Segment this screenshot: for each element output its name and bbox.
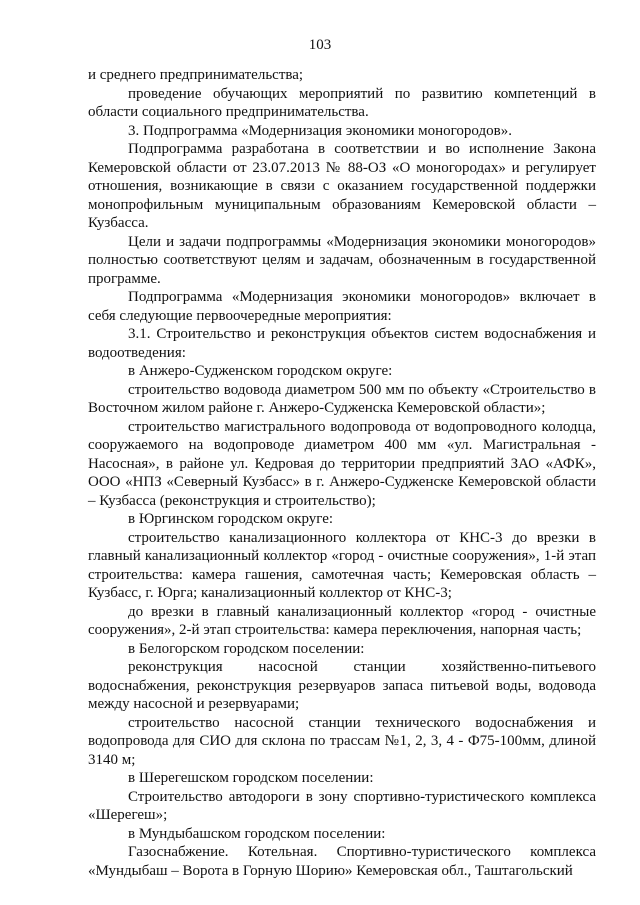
paragraph: Подпрограмма «Модернизация экономики моногородов» включает в себя следующие первоочередные мероприятия: xyxy=(88,289,596,324)
paragraph: Цели и задачи подпрограммы «Модернизация экономики моногородов» полностью соответствуют целям и задачам, обозначенным в государственной программе. xyxy=(88,233,596,287)
paragraph: в Шерегешском городском поселении: xyxy=(128,770,374,786)
paragraph: строительство магистрального водопровода от водопроводного колодца, сооружаемого на водопроводе диаметром 400 мм «ул. Магистральная - Насосная», в районе ул. Кедровая до территории предприятий ЗАО «АФК», ООО «НПЗ «Северный Кузбасс» в г. Анжеро-Судженске Кемеровской области – Кузбасса (реконструкция и строительство); xyxy=(88,418,596,509)
paragraph: строительство водовода диаметром 500 мм по объекту «Строительство в Восточном жилом районе г. Анжеро-Судженска Кемеровской области»; xyxy=(88,381,596,416)
paragraph: 3.1. Строительство и реконструкция объектов систем водоснабжения и водоотведения: xyxy=(88,326,596,361)
paragraph: 3. Подпрограмма «Модернизация экономики моногородов». xyxy=(128,122,512,139)
paragraph: проведение обучающих мероприятий по развитию компетенций в области социального предпринимательства. xyxy=(88,85,596,120)
paragraph: в Белогорском городском поселении: xyxy=(128,640,365,657)
paragraph: в Юргинском городском округе: xyxy=(128,511,334,527)
paragraph: строительство канализационного коллектора от КНС-3 до врезки в главный канализационный коллектор «город - очистные сооружения», 1-й этап строительства: камера гашения, самотечная часть; Кемеровская область – Кузбасс, г. Юрга; канализационный коллектор от КНС-3; xyxy=(88,529,596,601)
paragraph: в Анжеро-Судженском городском округе: xyxy=(128,363,393,379)
paragraph: до врезки в главный канализационный коллектор «город - очистные сооружения», 2-й этап строительства: камера переключения, напорная часть; xyxy=(88,603,596,638)
page-number: 103 xyxy=(308,37,332,53)
paragraph: Подпрограмма разработана в соответствии и во исполнение Закона Кемеровской области от 23.07.2013 № 88-ОЗ «О моногородах» и регулирует отношения, возникающие в связи с оказанием государственной поддержки монопрофильным муниципальным образованиям Кемеровской области – Кузбасса. xyxy=(88,141,596,231)
paragraph: и среднего предпринимательства; xyxy=(88,67,304,83)
paragraph: реконструкция насосной станции хозяйственно-питьевого водоснабжения, реконструкция резервуаров запаса питьевой воды, водовода между насосной и резервуарами; xyxy=(88,659,596,712)
paragraph: в Мундыбашском городском поселении: xyxy=(128,825,386,842)
paragraph: Строительство автодороги в зону спортивно-туристического комплекса «Шерегеш»; xyxy=(88,788,596,823)
paragraph: строительство насосной станции технического водоснабжения и водопровода для СИО для склона по трассам №1, 2, 3, 4 - Ф75-100мм, длиной 3140 м; xyxy=(88,714,596,768)
paragraph: Газоснабжение. Котельная. Спортивно-туристического комплекса «Мундыбаш – Ворота в Горную Шорию» Кемеровская обл., Таштагольский xyxy=(88,844,596,879)
body-text xyxy=(88,66,596,880)
